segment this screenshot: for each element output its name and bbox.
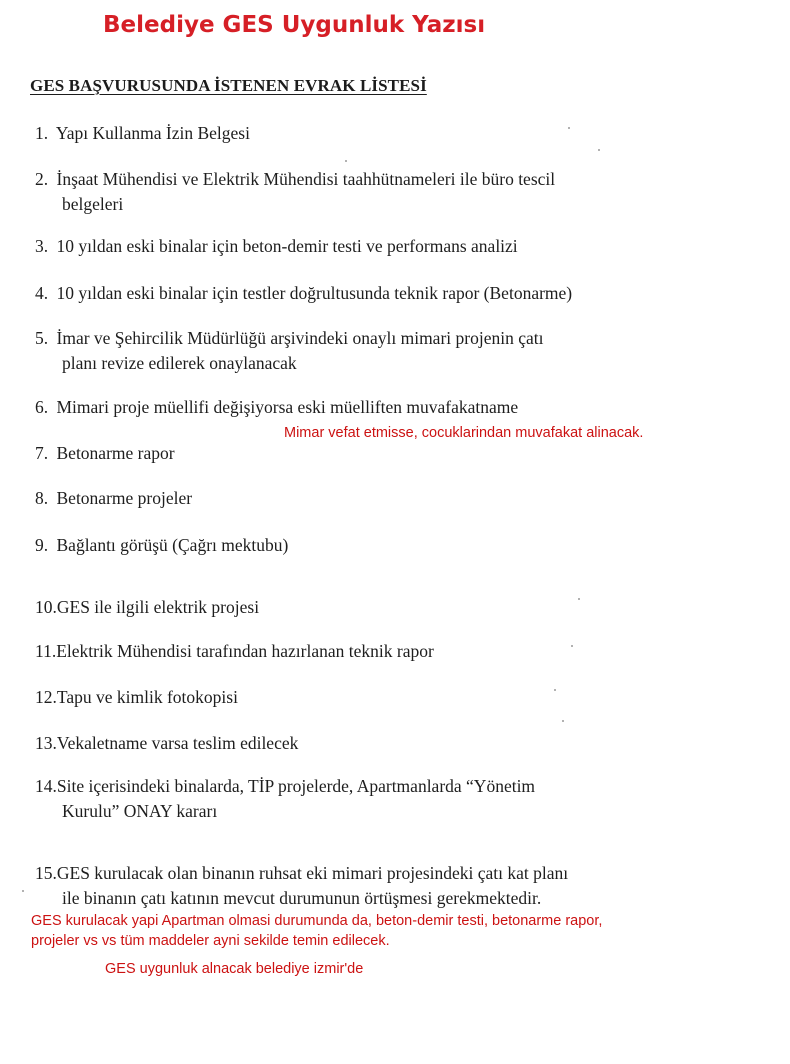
item-number: 12. [35,687,57,707]
item-text: 10 yıldan eski binalar için beton-demir testi ve performans analizi [56,236,518,256]
scan-speck [554,689,556,691]
list-item [35,533,288,558]
list-item [35,121,250,146]
item-text-line1: GES kurulacak olan binanın ruhsat eki mimari projesindeki çatı kat planı [56,863,569,883]
scan-speck [22,890,24,892]
list-item [35,441,175,466]
list-item [35,234,518,259]
apartment-note-line1: GES kurulacak yapi Apartman olmasi durumunda da, beton-demir testi, betonarme rapor, [31,913,603,929]
item-number: 14. [35,776,57,796]
apartment-note-line2: projeler vs vs tüm maddeler ayni sekilde temin edilecek. [31,933,390,949]
item-text-line2: belgeleri [62,194,124,214]
item-number: 6. [35,397,49,417]
item-text: Betonarme rapor [56,443,175,463]
scan-speck [598,149,600,151]
item-text: Bağlantı görüşü (Çağrı mektubu) [56,535,289,555]
item-text-line1: İnşaat Mühendisi ve Elektrik Mühendisi taahhütnameleri ile büro tescil [56,169,556,189]
item-text-line2: Kurulu” ONAY kararı [62,801,218,821]
item-number: 9. [35,535,49,555]
item-number: 8. [35,488,49,508]
list-item [35,395,518,420]
item-text: 10 yıldan eski binalar için testler doğrultusunda teknik rapor (Betonarme) [56,283,573,303]
item-number: 1. [35,123,49,143]
item-number: 13. [35,733,57,753]
list-item [35,167,655,217]
item-text: GES ile ilgili elektrik projesi [56,597,260,617]
item-text: Elektrik Mühendisi tarafından hazırlanan teknik rapor [56,641,434,661]
list-item [35,774,657,824]
item-number: 5. [35,328,49,348]
item-text: Betonarme projeler [56,488,193,508]
item-text: Vekaletname varsa teslim edilecek [56,733,299,753]
scan-speck [568,127,570,129]
scan-speck [562,720,564,722]
item-text: Mimari proje müellifi değişiyorsa eski müelliften muvafakatname [56,397,519,417]
item-number: 15. [35,863,57,883]
item-text-line1: İmar ve Şehircilik Müdürlüğü arşivindeki onaylı mimari projenin çatı [56,328,544,348]
list-item [35,639,434,664]
architect-note: Mimar vefat etmisse, cocuklarindan muvafakat alinacak. [284,425,644,441]
list-item [35,595,259,620]
item-text: Tapu ve kimlik fotokopisi [56,687,238,707]
item-text: Yapı Kullanma İzin Belgesi [55,123,250,143]
list-item [35,731,298,756]
item-number: 4. [35,283,49,303]
item-text-line1: Site içerisindeki binalarda, TİP projelerde, Apartmanlarda “Yönetim [56,776,536,796]
item-text-line2: ile binanın çatı katının mevcut durumunun örtüşmesi gerekmektedir. [62,888,542,908]
scan-speck [578,598,580,600]
item-number: 11. [35,641,57,661]
list-item [35,861,675,911]
item-number: 2. [35,169,49,189]
item-text-line2: planı revize edilerek onaylanacak [62,353,297,373]
izmir-note: GES uygunluk alnacak belediye izmir'de [105,961,364,977]
list-item [35,326,655,376]
document-heading: GES BAŞVURUSUNDA İSTENEN EVRAK LİSTESİ [30,76,427,95]
list-item [35,281,572,306]
scan-speck [345,160,347,162]
list-item [35,486,192,511]
page-title: Belediye GES Uygunluk Yazısı [103,12,486,38]
scan-speck [571,645,573,647]
item-number: 10. [35,597,57,617]
list-item [35,685,238,710]
item-number: 7. [35,443,49,463]
item-number: 3. [35,236,49,256]
